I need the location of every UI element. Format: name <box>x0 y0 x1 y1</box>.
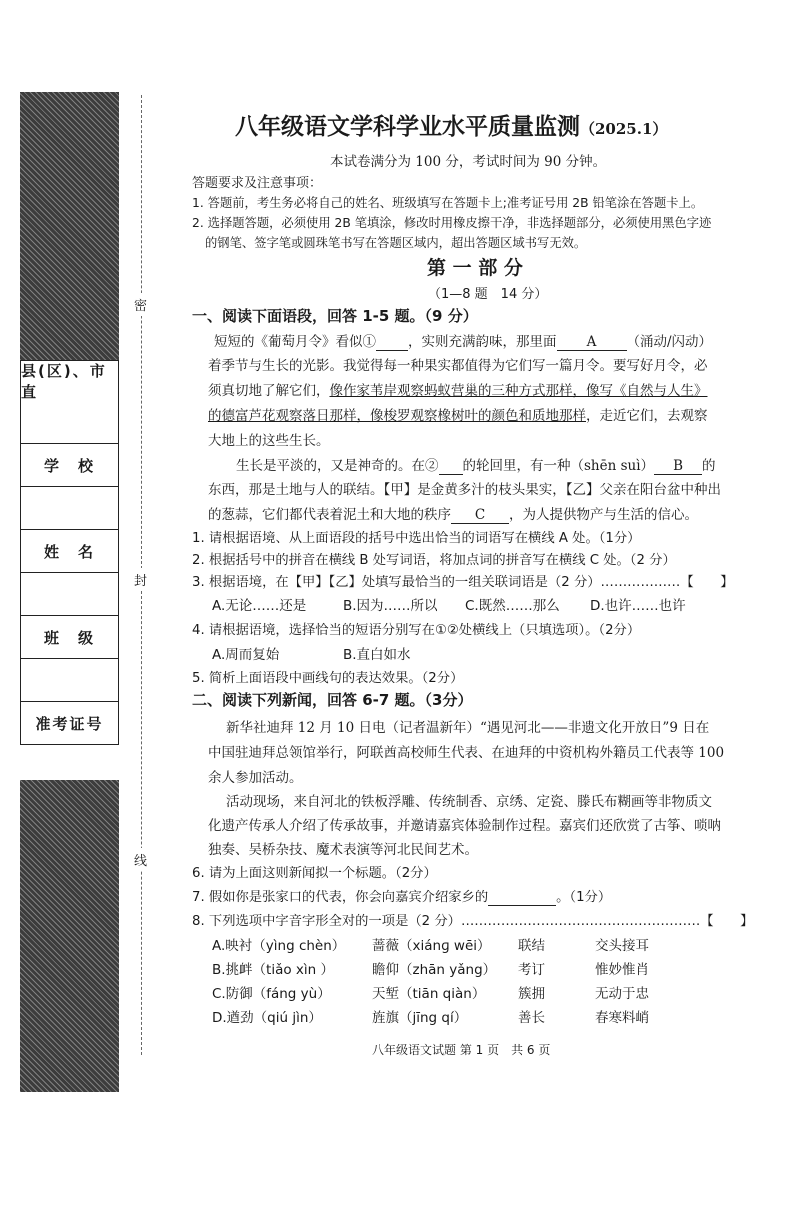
q8-a-word4: 交头接耳 <box>595 938 649 954</box>
q8-d-word4: 春寒料峭 <box>595 1010 649 1026</box>
field-exam-id: 准考证号 <box>20 702 119 745</box>
q8-c-word1: C.防御（fáng yù） <box>212 986 331 1002</box>
page-footer: 八年级语文试题 第 1 页 共 6 页 <box>372 1043 551 1057</box>
q8-a-word1: A.映衬（yìng chèn） <box>212 938 346 954</box>
q8-a-word3: 联结 <box>518 938 545 954</box>
news-line1: 新华社迪拜 12 月 10 日电（记者温新年）“遇见河北——非遗文化开放日”9 日在 <box>226 720 710 736</box>
field-school: 学 校 <box>20 444 119 487</box>
q8-b-word2: 瞻仰（zhān yǎng） <box>372 962 497 978</box>
passage2-line3: 的葱蒜，它们都代表着泥土和大地的秩序 C ，为人提供物产与生活的信心。 <box>208 507 698 523</box>
news-line6: 独奏、吴桥杂技、魔术表演等河北民间艺术。 <box>208 842 478 858</box>
passage2-line2: 东西，那是土地与人的联结。【甲】是金黄多汁的枝头果实，【乙】父亲在阳台盆中种出 <box>208 482 721 498</box>
blank-2 <box>439 458 463 475</box>
part-title: 第 一 部 分 <box>427 257 523 279</box>
q8-d-word1: D.遒劲（qiú jìn） <box>212 1010 322 1026</box>
note-2a: 2. 选择题答题，必须使用 2B 笔填涂，修改时用橡皮擦干净，非选择题部分，必须使用黑色字迹 <box>192 216 712 230</box>
binding-strip <box>20 92 119 1092</box>
q4-option-b: B.直白如水 <box>343 647 411 663</box>
q8-d-word2: 旌旗（jīng qí） <box>372 1010 468 1026</box>
q3-option-b: B.因为……所以 <box>343 598 438 614</box>
blank-1 <box>376 334 408 351</box>
news-line2: 中国驻迪拜总领馆举行，阿联酋高校师生代表、在迪拜的中资机构外籍员工代表等 100 <box>208 745 725 761</box>
question-3: 3. 根据语境，在【甲】【乙】处填写最恰当的一组关联词语是（2 分）………………【 】 <box>192 575 734 590</box>
passage2-line1: 生长是平淡的，又是神奇的。在② 的轮回里，有一种（shēn suì） B 的 <box>236 458 716 474</box>
field-name: 姓 名 <box>20 530 119 573</box>
field-name-blank <box>20 573 119 616</box>
passage1-line5: 大地上的这些生长。 <box>208 433 330 449</box>
question-1: 1. 请根据语境、从上面语段的括号中选出恰当的词语写在横线 A 处。（1分） <box>192 531 641 546</box>
blank-q7 <box>488 890 556 906</box>
question-5: 5. 简析上面语段中画线句的表达效果。（2分） <box>192 671 464 686</box>
exam-subtitle: 本试卷满分为 100 分，考试时间为 90 分钟。 <box>330 154 607 170</box>
field-class-blank <box>20 659 119 702</box>
field-county: 县(区)、市直 <box>20 360 119 402</box>
question-6: 6. 请为上面这则新闻拟一个标题。（2分） <box>192 866 437 881</box>
note-2b: 的钢笔、签字笔或圆珠笔书写在答题区域内，超出答题区域书写无效。 <box>205 236 587 250</box>
exam-year: （2025.1） <box>580 120 668 138</box>
cut-mark-3: 线 <box>134 848 147 871</box>
q8-c-word2: 天堑（tiān qiàn） <box>372 986 486 1002</box>
hatched-block-top <box>20 92 119 360</box>
news-line4: 活动现场，来自河北的铁板浮雕、传统制香、京绣、定瓷、滕氏布糊画等非物质文 <box>226 794 712 810</box>
part-range: （1—8 题 14 分） <box>428 287 548 302</box>
news-line3: 余人参加活动。 <box>208 770 303 786</box>
page-title: 八年级语文学科学业水平质量监测（2025.1） <box>235 113 668 140</box>
q8-c-word4: 无动于忠 <box>595 986 649 1002</box>
blank-c: C <box>451 507 509 524</box>
question-4: 4. 请根据语境，选择恰当的短语分别写在①②处横线上（只填选项）。（2分） <box>192 623 641 638</box>
question-2: 2. 根据括号中的拼音在横线 B 处写词语，将加点词的拼音写在横线 C 处。（2 分） <box>192 553 676 568</box>
q8-b-word1: B.挑衅（tiǎo xìn ） <box>212 962 335 978</box>
hatched-block-bottom <box>20 780 119 1092</box>
blank-a: A <box>557 334 627 351</box>
cut-mark-1: 密 <box>134 293 147 316</box>
q3-option-a: A.无论……还是 <box>212 598 307 614</box>
q3-option-d: D.也许……也许 <box>590 598 686 614</box>
question-7: 7. 假如你是张家口的代表，你会向嘉宾介绍家乡的 。（1分） <box>192 890 612 905</box>
passage1-line1: 短短的《葡萄月令》看似① ，实则充满韵味，那里面 A （涌动/闪动） <box>214 334 713 350</box>
q8-b-word3: 考订 <box>518 962 545 978</box>
note-1: 1. 答题前，考生务必将自己的姓名、班级填写在答题卡上;准考证号用 2B 铅笔涂在答题卡上。 <box>192 196 704 210</box>
field-school-blank <box>20 487 119 530</box>
passage1-line2: 着季节与生长的光影。我觉得每一种果实都值得为它们写一篇月令。要写好月令，必 <box>208 358 708 374</box>
field-county-blank <box>20 401 119 444</box>
underlined-sentence-part1: 像作家苇岸观察蚂蚁营巢的三种方式那样，像写《自然与人生》 <box>329 383 708 399</box>
section2-heading: 二、阅读下列新闻，回答 6-7 题。（3分） <box>192 691 473 709</box>
q8-a-word2: 蔷薇（xiánɡ wēi） <box>372 938 491 954</box>
q8-b-word4: 惟妙惟肖 <box>595 962 649 978</box>
passage1-line3: 须真切地了解它们，像作家苇岸观察蚂蚁营巢的三种方式那样，像写《自然与人生》 <box>208 383 708 399</box>
notes-heading: 答题要求及注意事项： <box>192 176 323 191</box>
question-8: 8. 下列选项中字音字形全对的一项是（2 分）………………………………………………【 】 <box>192 914 754 929</box>
q8-c-word3: 簇拥 <box>518 986 545 1002</box>
underlined-sentence-part2: 的德富芦花观察落日那样，像梭罗观察橡树叶的颜色和质地那样 <box>208 408 586 424</box>
q8-d-word3: 善长 <box>518 1010 545 1026</box>
cut-mark-2: 封 <box>134 568 147 591</box>
passage1-line4: 的德富芦花观察落日那样，像梭罗观察橡树叶的颜色和质地那样，走近它们，去观察 <box>208 408 708 424</box>
news-line5: 化遗产传承人介绍了传承故事，并邀请嘉宾体验制作过程。嘉宾们还欣赏了古筝、唢呐 <box>208 818 721 834</box>
field-class: 班 级 <box>20 616 119 659</box>
q3-option-c: C.既然……那么 <box>465 598 560 614</box>
q4-option-a: A.周而复始 <box>212 647 280 663</box>
section1-heading: 一、阅读下面语段，回答 1-5 题。（9 分） <box>192 307 478 325</box>
blank-b: B <box>654 458 702 475</box>
